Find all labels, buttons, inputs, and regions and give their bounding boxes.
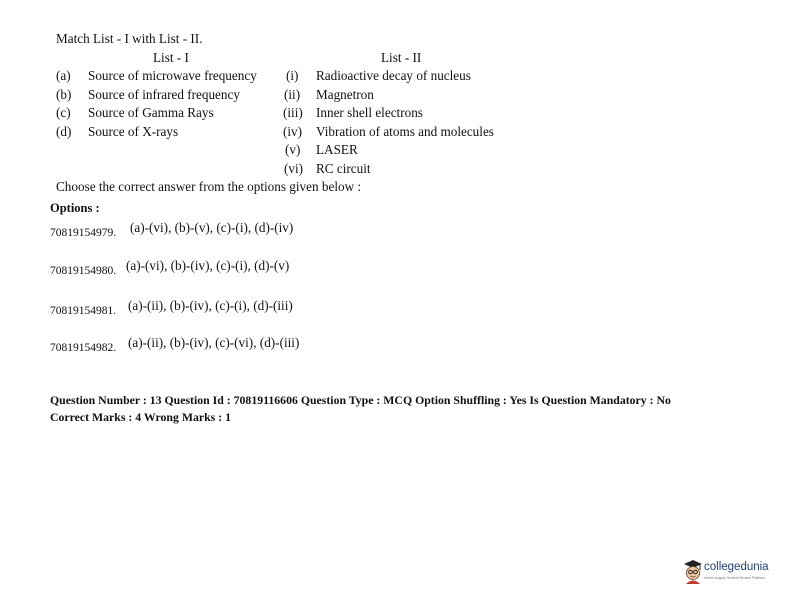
options-label: Options : — [50, 201, 100, 215]
collegedunia-logo — [683, 558, 783, 588]
list2-header: List - II — [381, 50, 422, 65]
list2-key: (iv) — [283, 124, 303, 139]
option-id: 70819154981. — [50, 305, 117, 317]
list2-text: Radioactive decay of nucleus — [316, 68, 471, 83]
graduate-mascot-icon — [683, 559, 703, 585]
list1-text: Source of Gamma Rays — [88, 105, 214, 120]
list2-key: (iii) — [283, 105, 303, 120]
list2-text: Magnetron — [316, 87, 374, 102]
option-text: (a)-(ii), (b)-(iv), (c)-(vi), (d)-(iii) — [128, 335, 300, 350]
choose-instruction: Choose the correct answer from the options given below : — [56, 179, 362, 194]
list1-header: List - I — [153, 50, 189, 65]
question-meta-line1: Question Number : 13 Question Id : 70819116606 Question Type : MCQ Option Shuffling : Yes Is Question Mandatory : No — [50, 393, 671, 407]
list1-text: Source of X-rays — [88, 124, 179, 139]
option-text: (a)-(vi), (b)-(iv), (c)-(i), (d)-(v) — [126, 258, 290, 273]
option-id: 70819154982. — [50, 342, 117, 354]
option-id: 70819154979. — [50, 227, 117, 239]
list2-key: (vi) — [284, 161, 304, 176]
list2-key: (i) — [286, 68, 299, 83]
list2-text: RC circuit — [316, 161, 371, 176]
option-id: 70819154980. — [50, 265, 117, 277]
list2-text: LASER — [316, 142, 358, 157]
list2-key: (ii) — [284, 87, 301, 102]
question-instruction: Match List - I with List - II. — [56, 31, 203, 46]
list1-key: (c) — [56, 105, 71, 120]
list1-text: Source of infrared frequency — [88, 87, 240, 102]
logo-brand: collegedunia — [704, 561, 769, 573]
list1-text: Source of microwave frequency — [88, 68, 257, 83]
list2-text: Inner shell electrons — [316, 105, 423, 120]
list1-key: (b) — [56, 87, 72, 102]
list2-text: Vibration of atoms and molecules — [316, 124, 494, 139]
option-text: (a)-(vi), (b)-(v), (c)-(i), (d)-(iv) — [130, 220, 294, 235]
list2-key: (v) — [285, 142, 301, 157]
list1-key: (a) — [56, 68, 71, 83]
option-text: (a)-(ii), (b)-(iv), (c)-(i), (d)-(iii) — [128, 298, 293, 313]
logo-tagline: India's largest Student Review Platform — [704, 576, 765, 580]
list1-key: (d) — [56, 124, 72, 139]
question-meta-line2: Correct Marks : 4 Wrong Marks : 1 — [50, 410, 231, 424]
